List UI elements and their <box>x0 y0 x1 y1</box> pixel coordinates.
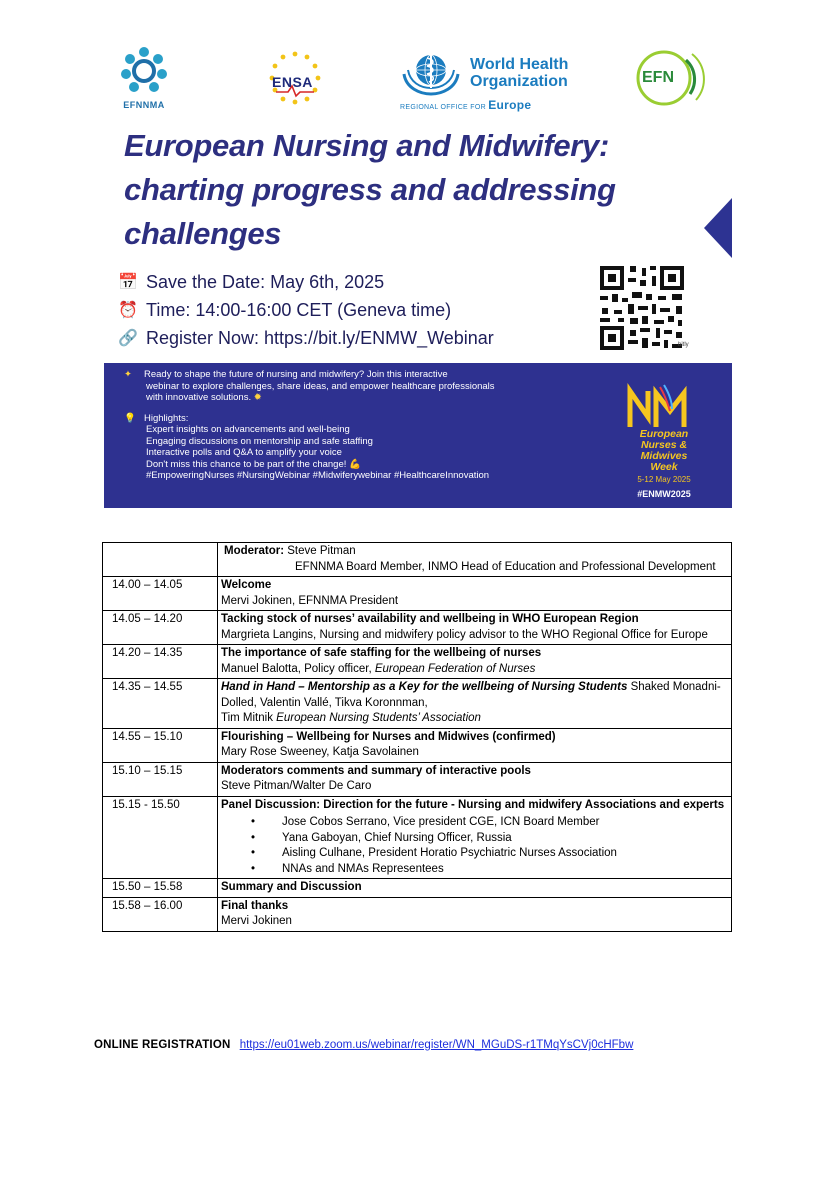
session-title: Summary and Discussion <box>221 881 362 893</box>
session-title: Panel Discussion: Direction for the future - Nursing and midwifery Associations and experts <box>221 798 725 811</box>
intro-line-1: ✦ Ready to shape the future of nursing and midwifery? Join this interactive <box>124 369 448 380</box>
efn-logo <box>626 48 710 108</box>
highlight-item: Interactive polls and Q&A to amplify your voice <box>146 447 342 458</box>
time-cell: 15.15 - 15.50 <box>103 796 218 879</box>
time-cell: 15.50 – 15.58 <box>103 879 218 898</box>
session-title: Welcome <box>221 579 272 591</box>
ensa-logo <box>262 48 328 108</box>
table-row <box>103 796 732 879</box>
session-cell <box>218 796 732 879</box>
registration-link[interactable]: https://eu01web.zoom.us/webinar/register/WN_MGuDS-r1TMqYsCVj0cHFbw <box>239 1039 634 1051</box>
ensa-logo-text: ENSA <box>272 74 313 90</box>
intro-line-3: with innovative solutions. ✹ <box>146 392 262 403</box>
session-speakers: Steve Pitman/Walter De Caro <box>221 780 372 792</box>
who-region <box>400 98 531 112</box>
enmw-week-title: European Nurses & Midwives Week <box>639 428 689 473</box>
session-title: Flourishing – Wellbeing for Nurses and Midwives (confirmed) <box>221 730 556 743</box>
organisation-name: European Nursing Students’ Association <box>276 712 481 724</box>
enmw-hashtag: #ENMW2025 <box>637 489 691 499</box>
session-cell <box>218 879 732 898</box>
enmw-week-dates: 5-12 May 2025 <box>637 475 691 484</box>
session-cell <box>218 728 732 762</box>
session-title: Moderators comments and summary of interactive pools <box>221 764 531 777</box>
who-name <box>470 56 568 90</box>
link-icon: 🔗 <box>118 330 138 347</box>
table-row <box>103 762 732 796</box>
qr-code-icon[interactable] <box>598 264 686 352</box>
moderator-role: EFNNMA Board Member, INMO Head of Education and Professional Development <box>295 560 716 573</box>
time-cell: 14.00 – 14.05 <box>103 577 218 611</box>
highlights-panel <box>104 363 732 508</box>
highlights-text <box>124 369 594 482</box>
who-region-label: REGIONAL OFFICE FOR <box>400 104 486 111</box>
sparkles-icon: ✦ <box>124 369 132 380</box>
who-name-line2: Organization <box>470 73 568 90</box>
star-icon: ✹ <box>253 392 262 403</box>
table-row <box>103 611 732 645</box>
session-speakers: Shaked Monadni-Dolled, Valentin Vallé, Tikva Koronnman, <box>221 681 721 709</box>
organisation-name: European Federation of Nurses <box>374 662 536 675</box>
flexed-arm-icon: 💪 <box>349 458 361 470</box>
session-speakers: Mervi Jokinen, EFNNMA President <box>221 594 399 607</box>
table-row <box>103 897 732 931</box>
session-title-and-speakers <box>221 680 727 711</box>
session-title: Hand in Hand – Mentorship as a Key for the wellbeing of Nursing Students <box>221 681 628 693</box>
bullet-icon: • <box>251 816 256 828</box>
time-line <box>118 296 494 324</box>
time-cell: 14.05 – 14.20 <box>103 611 218 645</box>
time-cell: 15.58 – 16.00 <box>103 897 218 931</box>
online-registration <box>94 1039 633 1051</box>
partner-logos <box>104 36 732 116</box>
time-cell <box>103 543 218 577</box>
table-row <box>103 728 732 762</box>
who-emblem-icon <box>398 48 464 96</box>
enmw-week-logo <box>604 377 724 502</box>
highlight-item: Engaging discussions on mentorship and safe staffing <box>146 435 373 447</box>
time-text: Time: 14:00-16:00 CET (Geneva time) <box>146 299 452 320</box>
efn-logo-text: EFN <box>642 69 674 86</box>
list-item: • Aisling Culhane, President Horatio Psychiatric Nurses Association <box>221 846 727 862</box>
register-line[interactable] <box>118 324 494 352</box>
efnnma-logo <box>114 44 174 114</box>
table-row <box>103 879 732 898</box>
session-title: Final thanks <box>221 899 289 912</box>
list-item: • Jose Cobos Serrano, Vice president CGE, ICN Board Member <box>221 815 727 831</box>
registration-label: ONLINE REGISTRATION <box>94 1039 231 1051</box>
session-speakers: Manuel Balotta, Policy officer, European Federation of Nurses <box>221 662 536 675</box>
event-title: European Nursing and Midwifery: charting progress and addressing challenges <box>124 128 616 251</box>
event-banner <box>104 36 732 508</box>
table-row <box>103 543 732 577</box>
highlight-item: Don't miss this chance to be part of the change! 💪 <box>146 458 361 470</box>
session-cell <box>218 611 732 645</box>
session-speakers: Margrieta Langins, Nursing and midwifery policy advisor to the WHO Regional Office for Europe <box>221 628 708 641</box>
session-cell <box>218 577 732 611</box>
list-item: • NNAs and NMAs Representees <box>221 862 727 878</box>
session-title: Tacking stock of nurses’ availability and wellbeing in WHO European Region <box>221 613 639 625</box>
bullet-icon: • <box>251 831 256 844</box>
time-cell: 14.20 – 14.35 <box>103 645 218 679</box>
who-name-line1: World Health <box>470 56 569 73</box>
time-cell: 15.10 – 15.15 <box>103 762 218 796</box>
decorative-triangle <box>704 198 732 258</box>
time-cell: 14.35 – 14.55 <box>103 679 218 729</box>
qr-brand-label: bitly <box>678 342 689 348</box>
save-date-text: Save the Date: May 6th, 2025 <box>146 271 385 292</box>
who-region-europe: Europe <box>488 98 532 112</box>
alarm-clock-icon: ⏰ <box>118 302 138 319</box>
panel-list <box>221 815 727 877</box>
who-logo <box>398 48 578 112</box>
calendar-icon: 📅 <box>118 274 138 291</box>
highlights-label: 💡 Highlights: <box>124 412 189 424</box>
list-item: • Yana Gaboyan, Chief Nursing Officer, Russia <box>221 831 727 847</box>
efnnma-logo-text: EFNNMA <box>123 100 165 110</box>
table-row <box>103 679 732 729</box>
lightbulb-icon: 💡 <box>124 412 136 424</box>
session-speakers: Mary Rose Sweeney, Katja Savolainen <box>221 746 419 758</box>
highlight-item: Expert insights on advancements and well-being <box>146 424 350 435</box>
moderator-name: Steve Pitman <box>287 545 356 557</box>
session-title: The importance of safe staffing for the wellbeing of nurses <box>221 647 542 659</box>
bullet-icon: • <box>251 862 256 875</box>
moderator-label: Moderator: <box>224 545 285 557</box>
session-cell <box>218 679 732 729</box>
efnnma-emblem-icon <box>114 44 174 100</box>
register-text[interactable]: Register Now: https://bit.ly/ENMW_Webinar <box>146 327 494 348</box>
nm-letters-icon <box>626 383 702 429</box>
session-speakers-2: Tim Mitnik European Nursing Students’ Association <box>221 712 481 724</box>
moderator-cell <box>218 543 732 577</box>
session-speakers: Mervi Jokinen <box>221 915 292 927</box>
session-cell <box>218 762 732 796</box>
table-row <box>103 645 732 679</box>
save-date-line <box>118 268 494 296</box>
hashtags: #EmpoweringNurses #NursingWebinar #Midwiferywebinar #HealthcareInnovation <box>146 470 490 481</box>
session-cell <box>218 897 732 931</box>
agenda-table <box>102 542 732 932</box>
table-row <box>103 577 732 611</box>
bullet-icon: • <box>251 847 256 859</box>
session-cell <box>218 645 732 679</box>
time-cell: 14.55 – 15.10 <box>103 728 218 762</box>
event-info <box>118 268 494 352</box>
intro-line-2: webinar to explore challenges, share ideas, and empower healthcare professionals <box>146 380 495 392</box>
